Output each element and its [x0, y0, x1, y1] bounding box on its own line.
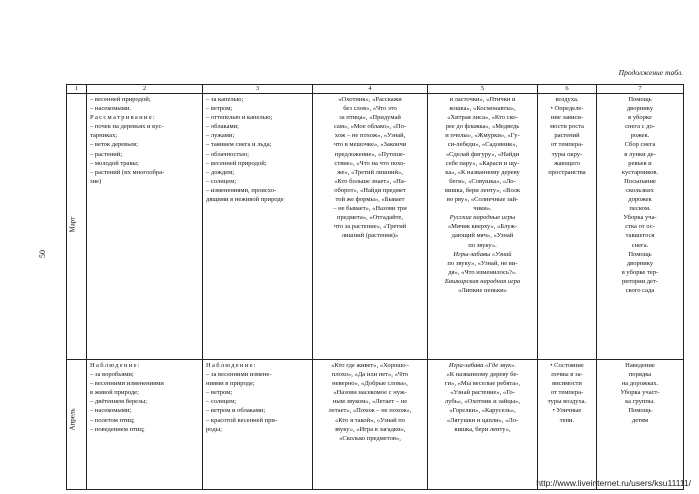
cell-line: – почек на деревьях и кус-: [90, 123, 164, 131]
cell-line: Башкирская народная игра: [444, 277, 521, 285]
cell-line: – солнцем;: [206, 177, 237, 185]
cell-line: си-лебеди», «Садовник»,: [447, 141, 518, 149]
cell-line: воздуха.: [555, 96, 579, 103]
cell-line: Посыпание: [624, 177, 656, 185]
cell-line: – полетом птиц;: [90, 416, 135, 424]
cell-line: почвы в за-: [551, 371, 583, 379]
cell-line: на дорожках.: [621, 380, 659, 388]
cell-line: дворнику: [626, 259, 654, 267]
cell-line: «К названному дереву бе-: [446, 371, 519, 379]
cell-line: кустарников.: [621, 168, 659, 176]
observation-cell: [203, 360, 313, 490]
cell-line: – ветром и облаками;: [206, 407, 266, 415]
cell-line: – насекомыми.: [90, 105, 132, 113]
observation-cell: [87, 94, 203, 360]
cell-line: без слов», «Что это: [343, 105, 397, 113]
cell-line: Рассматривание:: [90, 114, 157, 122]
cell-line: детям: [631, 416, 649, 424]
cell-line: во рву», «Солнечные зай-: [446, 196, 519, 204]
cell-line: – солнцем;: [206, 398, 237, 406]
cell-line: Сбор снега: [624, 141, 656, 149]
cell-line: – насекомыми;: [90, 407, 132, 415]
watermark-url[interactable]: http://www.liveinternet.ru/users/ksu11111/: [536, 478, 691, 488]
cell-line: – за воробьями;: [90, 371, 134, 379]
cell-line: вишка, бери ленту»,: [454, 425, 511, 433]
cell-line: звуку», «Игра в загадки»,: [334, 425, 406, 433]
cell-line: «Узнай растение», «Го-: [450, 389, 515, 397]
cell-line: «Хитрая лиса», «Кто ско-: [447, 114, 518, 122]
experiments-cell: [538, 94, 597, 360]
header-cell: 1: [67, 85, 87, 94]
cell-line: Игры-забавы «Узнай: [453, 250, 512, 258]
cell-line: Наблюдение:: [90, 362, 141, 369]
cell-line: – облачностью;: [206, 150, 249, 158]
cell-line: дающий мяч», «Узнай: [451, 232, 514, 240]
cell-line: – поведением птиц;: [90, 425, 145, 433]
header-cell: 4: [313, 85, 428, 94]
cell-line: Наведение: [625, 362, 655, 369]
cell-line: летает», «Похож – не похож»,: [328, 407, 412, 415]
cell-line: ревьев и: [628, 159, 652, 167]
cell-line: предложение», «Путеше-: [334, 150, 406, 158]
cell-line: • Состояние: [550, 362, 584, 369]
cell-line: – молодой травы;: [90, 159, 139, 167]
cell-line: «Горелки», «Карусель»,: [449, 407, 516, 415]
cell-line: висимости: [552, 380, 582, 388]
cell-line: и пчелы», «Жмурки», «Гу-: [445, 132, 520, 140]
cell-line: «Сколько предметов»,: [339, 434, 401, 442]
cell-line: тарниках;: [90, 132, 118, 140]
cell-line: ка группы.: [625, 398, 655, 406]
cell-line: той же формы», «Бывает: [335, 196, 405, 204]
cell-line: же», «Третий лишний»,: [337, 168, 403, 176]
cell-line: «Сделай фигуру», «Найди: [445, 150, 520, 158]
cell-line: предмета», «Отгадайте,: [337, 214, 403, 222]
cell-line: рее до флажка», «Медведь: [445, 123, 520, 131]
cell-line: за птица», «Придумай: [339, 114, 401, 122]
cell-line: растений: [554, 132, 580, 140]
cell-line: Помощь: [628, 250, 652, 258]
cell-line: роды;: [206, 425, 222, 433]
cell-line: ги», «Мы веселые ребята»,: [444, 380, 521, 388]
cell-line: ритории дет-: [621, 277, 659, 285]
cell-line: – ветром;: [206, 105, 233, 113]
month-label: Апрель: [68, 408, 77, 431]
cell-line: – красотой весенней при-: [206, 416, 278, 424]
cell-line: сам», «Мое облако», «По-: [333, 123, 407, 131]
cell-line: хож – не похож», «Узнай,: [334, 132, 406, 140]
cell-line: стка от ос-: [625, 223, 655, 231]
cell-line: – веток деревьев;: [90, 141, 139, 149]
cell-line: рожек.: [630, 132, 650, 140]
cell-line: в лунки де-: [624, 150, 656, 158]
cell-line: по звуку», «Узнай, не ви-: [447, 259, 518, 267]
cell-line: Помощь: [628, 96, 652, 103]
cell-line: что в мешочке», «Закончи: [333, 141, 407, 149]
cell-line: себе пару», «Караси и щу-: [445, 159, 520, 167]
table-caption: Продолжение табл.: [618, 68, 683, 77]
cell-line: ниями в природе;: [206, 380, 255, 388]
cell-line: беги», «Совушка», «Ло-: [449, 177, 516, 185]
header-cell: 6: [538, 85, 597, 94]
cell-line: – не бывает», «Назови три: [333, 205, 407, 213]
outdoor-games-cell: [428, 94, 538, 360]
month-cell: [67, 360, 87, 490]
cell-line: • Уличные: [552, 407, 582, 415]
cell-line: – весенней природой;: [206, 159, 267, 167]
didactic-games-cell: [313, 94, 428, 360]
cell-line: дящими в неживой природе: [206, 196, 284, 204]
cell-line: – за весенними измене-: [206, 371, 272, 379]
cell-line: – изменениями, происхо-: [206, 186, 277, 194]
cell-line: порядка: [628, 371, 652, 379]
cell-line: – оттепелью и капелью;: [206, 114, 273, 122]
cell-line: от темпера-: [550, 141, 584, 149]
cell-line: – дождем;: [206, 168, 235, 176]
labor-cell: [597, 94, 684, 360]
cell-line: Русские народные игры: [449, 214, 516, 222]
header-cell: 7: [597, 85, 684, 94]
cell-line: в живой природе;: [90, 389, 139, 397]
cell-line: ского сада: [625, 286, 655, 294]
cell-line: дя», «Что изменилось?».: [448, 268, 517, 276]
cell-line: что за растение», «Третий: [333, 223, 407, 231]
cell-line: «Кто где живет», «Хорошо–: [331, 362, 409, 369]
table-row-april: [67, 360, 684, 490]
didactic-games-cell: [313, 360, 428, 490]
cell-line: в уборке: [628, 114, 652, 122]
cell-line: чики».: [473, 205, 492, 213]
cell-line: – растений (их многообра-: [90, 168, 165, 176]
header-cell: 2: [87, 85, 203, 94]
observation-cell: [203, 94, 313, 360]
cell-line: – весенними изменениями: [90, 380, 164, 388]
cell-line: – двётением березы;: [90, 398, 147, 406]
cell-line: плохо», «Да или нет», «Что: [331, 371, 409, 379]
cell-line: тени.: [559, 416, 575, 424]
cell-line: Игра-забава «Где звук».: [448, 362, 517, 369]
cell-line: туры воздуха.: [547, 398, 587, 406]
cell-line: • Определе-: [550, 105, 584, 113]
header-cell: 3: [203, 85, 313, 94]
cell-line: лубь», «Охотник и зайцы»,: [444, 398, 521, 406]
cell-line: лишний (растения)»: [341, 232, 399, 240]
cell-line: «Мячик кверху», «Блуж-: [447, 223, 518, 231]
outdoor-games-cell: [428, 360, 538, 490]
experiments-cell: [538, 360, 597, 490]
cell-line: мости роста: [550, 123, 584, 131]
cell-line: дворнику: [626, 105, 654, 113]
cell-line: «Кто я такой», «Узнай по: [335, 416, 405, 424]
cell-line: Уборка участ-: [620, 389, 660, 397]
header-cell: 5: [428, 85, 538, 94]
labor-cell: [597, 360, 684, 490]
month-label: Март: [68, 216, 77, 233]
cell-line: дорожек: [628, 196, 652, 204]
cell-line: туры окру-: [551, 150, 583, 158]
cell-line: Помощь: [628, 407, 652, 415]
cell-line: – лужами;: [206, 132, 235, 140]
cell-line: вишка, бери ленту», «Волк: [444, 186, 521, 194]
cell-line: Наблюдение:: [206, 362, 257, 369]
cell-line: снега с до-: [625, 123, 655, 131]
cell-line: «Охотник», «Расскажи: [338, 96, 402, 103]
cell-line: Уборка уча-: [623, 214, 657, 222]
cell-line: – растений;: [90, 150, 123, 158]
cell-line: неверно», «Добрые слова»,: [332, 380, 408, 388]
cell-line: песком.: [629, 205, 651, 213]
header-row: [67, 85, 684, 94]
cell-line: по звуку».: [468, 241, 497, 249]
cell-line: и ласточки», «Птички и: [449, 96, 516, 103]
page-number: 50: [38, 250, 47, 258]
cell-line: скользких: [626, 186, 654, 194]
cell-line: – ветром;: [206, 389, 233, 397]
cell-line: кошка», «Космонавты»,: [449, 105, 516, 113]
table-row-march: [67, 94, 684, 360]
cell-line: «Назови насекомое с нуж-: [333, 389, 407, 397]
cell-line: – весенней природой;: [90, 96, 151, 103]
observation-cell: [87, 360, 203, 490]
cell-line: снега.: [631, 241, 649, 249]
cell-line: оборот», «Найди предмет: [334, 186, 406, 194]
cell-line: – за капелью;: [206, 96, 244, 103]
cell-line: тавшегося: [625, 232, 655, 240]
month-cell: [67, 94, 87, 360]
cell-line: жающего: [553, 159, 581, 167]
cell-line: от темпера-: [550, 389, 584, 397]
cell-line: «Кто больше знает», «На-: [334, 177, 406, 185]
cell-line: пространства: [548, 168, 586, 176]
cell-line: в уборке тер-: [621, 268, 659, 276]
cell-line: ние зависи-: [550, 114, 584, 122]
cell-line: – облаками;: [206, 123, 239, 131]
plan-table: [66, 84, 684, 490]
cell-line: зие): [90, 177, 102, 185]
cell-line: ствие», «Что на что похо-: [334, 159, 406, 167]
cell-line: «Лягушки и цапли», «Ло-: [446, 416, 519, 424]
cell-line: ка», «К названному дереву: [445, 168, 520, 176]
cell-line: «Липкие пеньки»: [458, 286, 507, 294]
cell-line: – таянием снега и льда;: [206, 141, 272, 149]
cell-line: ным звуком», «Летает – не: [332, 398, 408, 406]
